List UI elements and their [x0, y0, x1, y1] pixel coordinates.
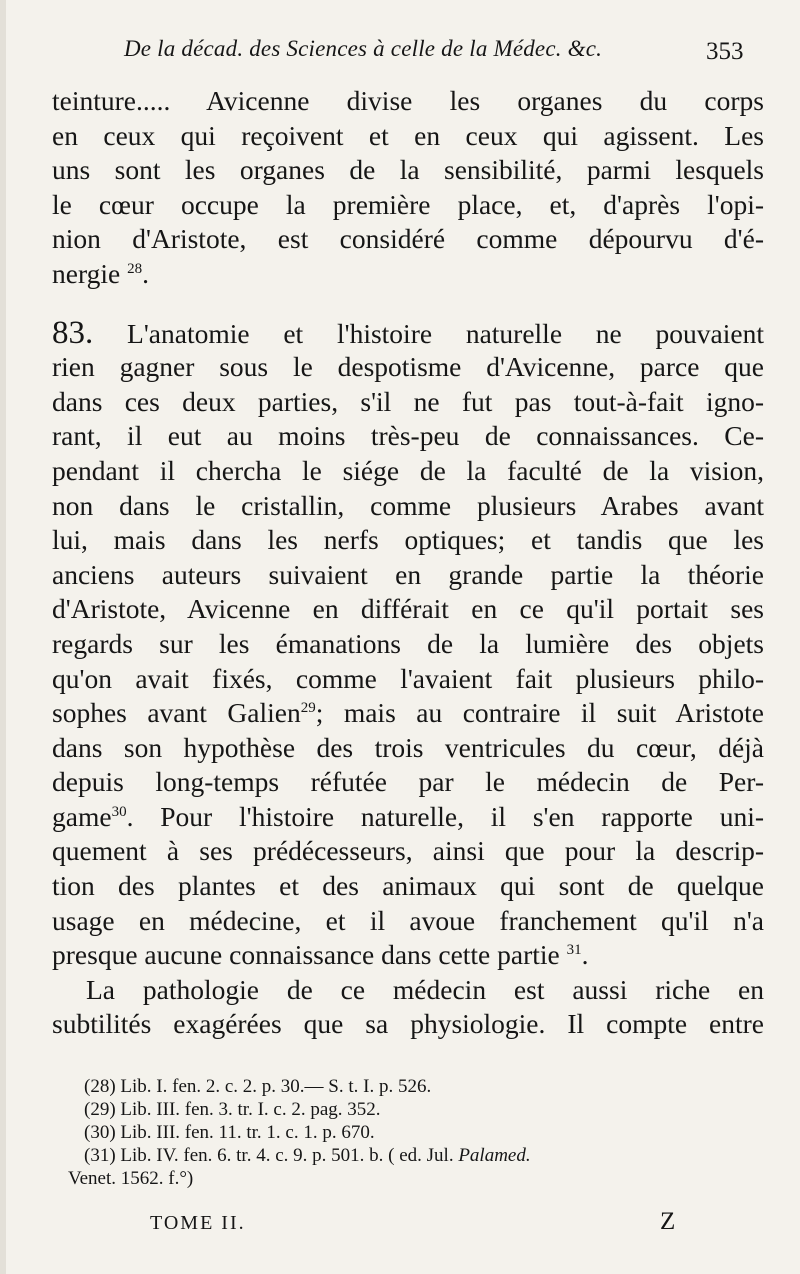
text-line: le cœur occupe la première place, et, d'après l'opi- — [52, 188, 764, 220]
footnote-ref: 29 — [300, 699, 316, 716]
section-number: 83. — [52, 314, 94, 351]
body-text — [52, 84, 764, 1042]
paragraph-gap — [52, 292, 764, 316]
footnote-ref: 28 — [127, 260, 143, 277]
text-line: regards sur les émanations de la lumière des objets — [52, 627, 764, 659]
text-line: rien gagner sous le despotisme d'Avicenne, parce que — [52, 351, 764, 383]
text-line: dans ces deux parties, s'il ne fut pas tout-à-fait igno- — [52, 385, 764, 417]
text-line: teinture..... Avicenne divise les organes du corps — [52, 85, 764, 116]
text-line — [52, 696, 764, 731]
text-line: qu'on avait fixés, comme l'avaient fait plusieurs philo- — [52, 662, 764, 694]
text-fragment: presque aucune connaissance dans cette partie — [52, 939, 560, 971]
text-line: anciens auteurs suivaient en grande partie la théorie — [52, 558, 764, 590]
footnote-31 — [68, 1144, 768, 1167]
text-fragment: game — [52, 800, 112, 832]
text-fragment: sophes avant Galien — [52, 697, 301, 729]
signature-line: TOME II. — [150, 1212, 246, 1234]
text-line: dans son hypothèse des trois ventricules du cœur, déjà — [52, 731, 764, 763]
text-line: lui, mais dans les nerfs optiques; et tandis que les — [52, 524, 764, 556]
text-line: La pathologie de ce médecin est aussi riche en — [86, 973, 764, 1005]
text-line — [52, 257, 764, 292]
footnote-ref: 30 — [111, 803, 127, 820]
page-number: 353 — [706, 38, 744, 65]
footnote-29: (29) Lib. III. fen. 3. tr. I. c. 2. pag. 352. — [84, 1099, 381, 1120]
text-fragment: ; mais au contraire il suit Aristote — [315, 697, 764, 729]
text-fragment: . — [581, 939, 589, 971]
footnote-30: (30) Lib. III. fen. 11. tr. 1. c. 1. p. 670. — [84, 1122, 375, 1143]
footnotes — [68, 1075, 768, 1190]
text-fragment: . — [142, 257, 149, 289]
text-line: uns sont les organes de la sensibilité, parmi lesquels — [52, 154, 764, 186]
text-line: quement à ses prédécesseurs, ainsi que pour la descrip- — [52, 835, 764, 867]
text-line — [52, 316, 764, 351]
text-line: pendant il chercha le siége de la faculté de la vision, — [52, 454, 764, 486]
footnote-italic: Palamed. — [458, 1145, 531, 1166]
text-line: en ceux qui reçoivent et en ceux qui agissent. Les — [52, 119, 764, 151]
text-line: nion d'Aristote, est considéré comme dépourvu d'é- — [52, 223, 764, 255]
text-fragment: nergie — [52, 257, 121, 289]
text-line — [52, 938, 764, 973]
text-line: rant, il eut au moins très-peu de connaissances. Ce- — [52, 420, 764, 452]
footnote-text: (31) Lib. IV. fen. 6. tr. 4. c. 9. p. 501. b. ( ed. Jul. — [84, 1145, 454, 1166]
text-line: depuis long-temps réfutée par le médecin de Per- — [52, 766, 764, 798]
text-line: subtilités exagérées que sa physiologie. Il compte entre — [52, 1008, 764, 1040]
text-line: tion des plantes et des animaux qui sont de quelque — [52, 870, 764, 902]
text-line: non dans le cristallin, comme plusieurs Arabes avant — [52, 489, 764, 521]
footnote-ref: 31 — [566, 942, 582, 959]
text-line — [52, 800, 764, 835]
footnote-31-continued: Venet. 1562. f.°) — [68, 1168, 194, 1189]
footnote-28: (28) Lib. I. fen. 2. c. 2. p. 30.— S. t. I. p. 526. — [84, 1076, 432, 1097]
text-fragment: . Pour l'histoire naturelle, il s'en rapporte uni- — [126, 800, 764, 832]
text-line: d'Aristote, Avicenne en différait en ce qu'il portait ses — [52, 593, 764, 625]
running-head: De la décad. des Sciences à celle de la Médec. &c. — [124, 36, 603, 61]
signature-mark: Z — [660, 1208, 676, 1235]
text-line: usage en médecine, et il avoue franchement qu'il n'a — [52, 904, 764, 936]
text-fragment: L'anatomie et l'histoire naturelle ne pouvaient — [127, 317, 764, 349]
